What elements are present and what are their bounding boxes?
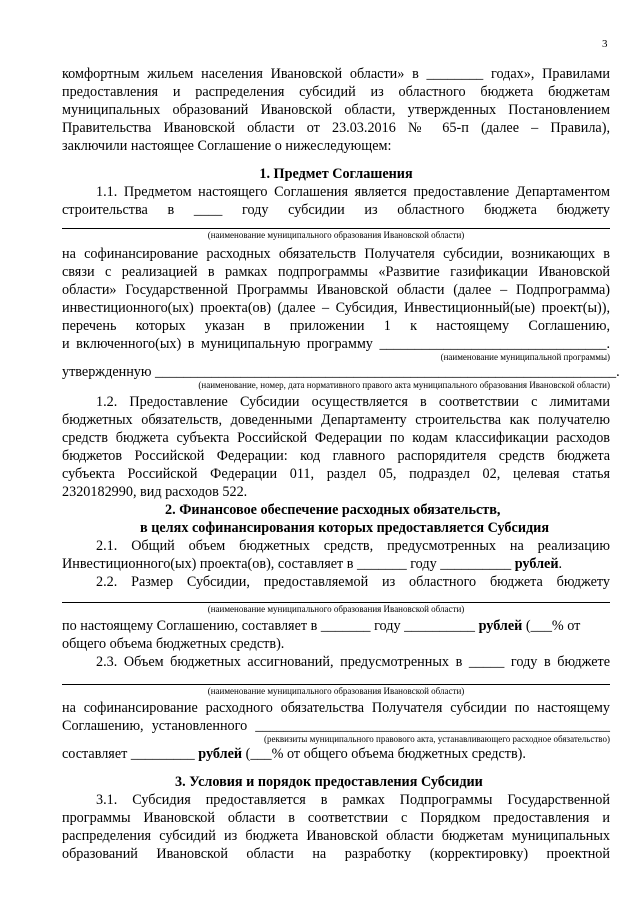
blank-line [62,684,610,685]
section-heading-2: 2. Финансовое обеспечение расходных обязательств, [165,502,501,518]
text-line: и включенного(ых) в муниципальную программу ________________________________. [62,336,610,352]
text-line: комфортным жильем населения Ивановской области» в ________ годах», Правилами [62,66,610,82]
text-line: субъекта Российской Федерации 011, раздел 05, подраздел 02, целевая статья [62,466,610,482]
text-line: области» Государственной Программы Ивановской области (далее – Подпрограмма) [62,282,610,298]
text-line: на софинансирование расходных обязательств Получателя субсидии, возникающих в [62,246,610,262]
field-caption: (наименование муниципальной программы) [440,352,610,362]
text-line: 1.1. Предметом настоящего Соглашения является предоставление Департаментом [96,184,610,200]
section-heading-3: 3. Условия и порядок предоставления Субсидии [175,774,483,790]
text-line: 2320182990, вид расходов 522. [62,484,248,500]
text-line: бюджетов Российской Федерации: код главного распорядителя средств бюджета [62,448,610,464]
text-line: программы Ивановской области в соответствии с Порядком предоставления и [62,810,610,826]
text-line: заключили настоящее Соглашение о нижеследующем: [62,138,392,154]
field-caption: (наименование муниципального образования Ивановской области) [207,686,465,696]
section-heading-2-cont: в целях софинансирования которых предоставляется Субсидия [140,520,550,536]
field-caption: (наименование, номер, дата нормативного правого акта муниципального образования Ивановской области) [198,380,610,390]
text-line: на софинансирование расходного обязательства Получателя субсидии по настоящему [62,700,610,716]
text-line: средств бюджета субъекта Российской Федерации по кодам классификации расходов [62,430,610,446]
text-line: Инвестиционного(ых) проекта(ов), составляет в _______ году __________ рублей. [62,556,563,572]
text-line: утвержденную _________________________________________________________________. [62,364,620,380]
text-line: составляет _________ рублей (___% от общего объема бюджетных средств). [62,746,526,762]
text-line: бюджетных обязательств, доведенными Департаменту строительства как получателю [62,412,610,428]
text-line: инвестиционного(ых) проекта(ов) (далее – Субсидия, Инвестиционный(ые) проект(ы)), [62,300,610,316]
text-line: Правительства Ивановской области от 23.03.2016 № 65-п (далее – Правила), [62,120,610,136]
text-line: муниципальных образований Ивановской области, утвержденных Постановлением [62,102,610,118]
field-caption: (реквизиты муниципального правового акта, устанавливающего расходное обязательство) [264,734,610,744]
text-line: 1.2. Предоставление Субсидии осуществляется в соответствии с лимитами [96,394,610,410]
blank-line [62,602,610,603]
text-line: 3.1. Субсидия предоставляется в рамках Подпрограммы Государственной [96,792,610,808]
section-heading-1: 1. Предмет Соглашения [259,166,413,182]
text-line: Соглашению, установленного __________________________________________________ [62,718,610,734]
blank-line [62,228,610,229]
text-line: образований Ивановской области на разработку (корректировку) проектной [62,846,610,862]
field-caption: (наименование муниципального образования Ивановской области) [207,230,465,240]
text-line: связи с реализацией в рамках подпрограммы «Развитие газификации Ивановской [62,264,610,280]
text-line: 2.2. Размер Субсидии, предоставляемой из областного бюджета бюджету [96,574,610,590]
text-line: распределения субсидий из бюджета Ивановской области бюджетам муниципальных [62,828,610,844]
field-caption: (наименование муниципального образования Ивановской области) [207,604,465,614]
text-line: по настоящему Соглашению, составляет в _______ году __________ рублей (___% от [62,618,581,634]
text-line: 2.1. Общий объем бюджетных средств, предусмотренных на реализацию [96,538,610,554]
text-line: общего объема бюджетных средств). [62,636,285,652]
page-number: 3 [602,38,608,50]
text-line: предоставления и распределения субсидий из областного бюджета бюджетам [62,84,610,100]
text-line: перечень которых указан в приложении 1 к настоящему Соглашению, [62,318,610,334]
text-line: 2.3. Объем бюджетных ассигнований, предусмотренных в _____ году в бюджете [96,654,610,670]
text-line: строительства в ____ году субсидии из областного бюджета бюджету [62,202,610,218]
